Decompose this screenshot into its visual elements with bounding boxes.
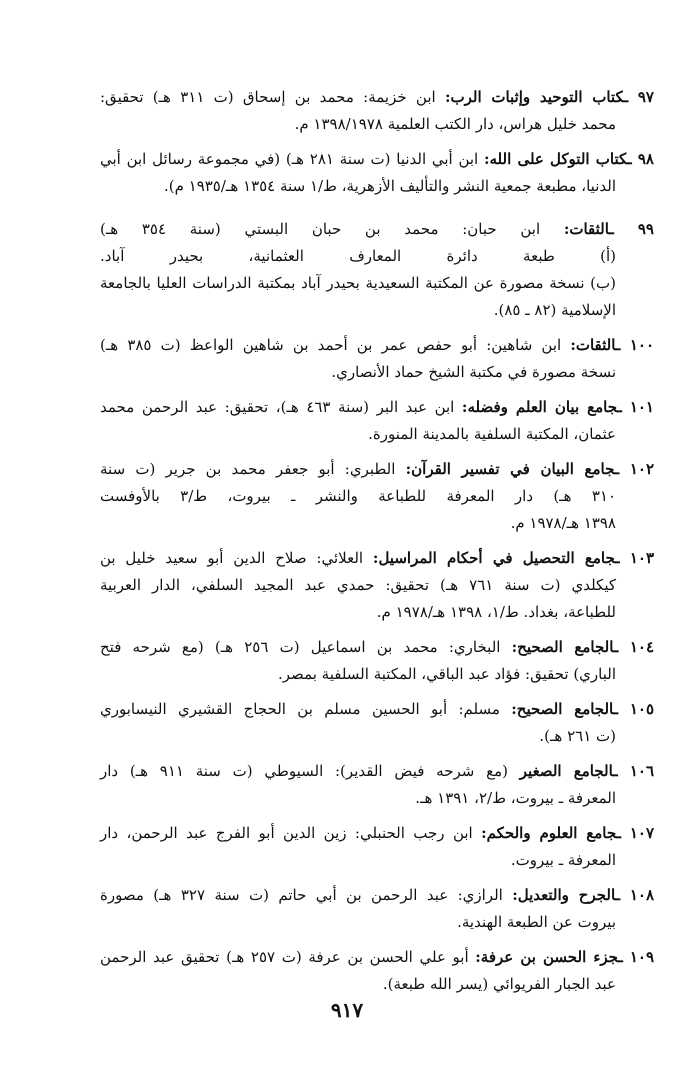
entry-continuation-line (100, 785, 654, 812)
entry-continuation-line (100, 572, 654, 599)
entry-text: بيروت عن الطبعة الهندية. (457, 913, 616, 931)
entry-text: ابن عبد البر (سنة ٤٦٣ هـ)، تحقيق: عبد الرحمن محمد (100, 398, 462, 416)
entry-first-line (100, 84, 654, 111)
entry-text: ٣١٠ هـ) دار المعرفة للطباعة والنشر ـ بيروت، ط/٣ بالأوفست (100, 487, 616, 505)
entry-text: البخاري: محمد بن اسماعيل (ت ٢٥٦ هـ) (مع شرحه فتح (100, 638, 512, 656)
book-title: جامع التحصيل في أحكام المراسيل: (372, 549, 616, 567)
entry-continuation-line (100, 297, 654, 324)
entry-first-line (100, 216, 654, 243)
entry-text: ١٣٩٨ هـ/١٩٧٨ م. (510, 514, 616, 532)
entry-number: ١٠٨ ـ (615, 886, 654, 904)
book-title: الجامع الصحيح: (511, 700, 614, 718)
bibliography-entry (100, 394, 654, 448)
entry-continuation-line (100, 111, 654, 138)
entry-text: ابن رجب الحنبلي: زين الدين أبو الفرج عبد الرحمن، دار (100, 824, 482, 842)
entry-continuation-line (100, 270, 654, 297)
book-title: جامع العلوم والحكم: (481, 824, 617, 842)
entry-number: ١٠٥ ـ (613, 700, 654, 718)
page-number: ٩١٧ (330, 998, 364, 1022)
entry-continuation-line (100, 243, 654, 270)
bibliography-entry (100, 216, 654, 324)
bibliography-entry (100, 820, 654, 874)
entry-text: الدنيا، مطبعة جمعية النشر والتأليف الأزهرية، ط/١ سنة ١٣٥٤ هـ/١٩٣٥ م). (163, 177, 616, 195)
entry-continuation-line (100, 510, 654, 537)
entry-first-line (100, 696, 654, 723)
entry-text: الرازي: عبد الرحمن بن أبي حاتم (ت سنة ٣٢٧ هـ) مصورة (100, 886, 513, 904)
entry-first-line (100, 634, 654, 661)
book-title: جامع بيان العلم وفضله: (461, 398, 618, 416)
entry-number: ١٠٠ ـ (615, 336, 654, 354)
entry-first-line (100, 146, 654, 173)
entry-number: ١٠٩ ـ (618, 948, 654, 966)
entry-text: العلائي: صلاح الدين أبو سعيد خليل بن (100, 549, 373, 567)
entry-text: محمد خليل هراس، دار الكتب العلمية ١٣٩٨/١٩٧٨ م. (294, 115, 616, 133)
book-title: الجرح والتعديل: (512, 886, 616, 904)
bibliography-entry (100, 332, 654, 386)
bibliography-entry (100, 146, 654, 200)
entry-text: مسلم: أبو الحسين مسلم بن الحجاج القشيري النيسابوري (100, 700, 512, 718)
entry-continuation-line (100, 971, 654, 998)
book-title: جزء الحسن بن عرفة: (475, 948, 619, 966)
entry-text: المعرفة ـ بيروت، ط/٢، ١٣٩١ هـ. (415, 789, 616, 807)
bibliography-entry (100, 944, 654, 998)
entry-first-line (100, 545, 654, 572)
entry-text: الطبري: أبو جعفر محمد بن جرير (ت سنة (100, 460, 406, 478)
entry-text: ابن حبان: محمد بن حبان البستي (سنة ٣٥٤ هـ) (100, 220, 564, 238)
entry-text: (مع شرحه فيض القدير): السيوطي (ت سنة ٩١١ هـ) دار (100, 762, 520, 780)
entry-first-line (100, 758, 654, 785)
entry-text: المعرفة ـ بيروت. (510, 851, 616, 869)
entry-first-line (100, 944, 654, 971)
entry-number: ١٠٢ ـ (614, 460, 654, 478)
book-title: كتاب التوحيد وإثبات الرب: (444, 88, 624, 106)
entry-continuation-line (100, 359, 654, 386)
entry-continuation-line (100, 483, 654, 510)
entry-first-line (100, 332, 654, 359)
entry-text: (ت ٢٦١ هـ). (539, 727, 616, 745)
entry-continuation-line (100, 173, 654, 200)
bibliography-entry (100, 545, 654, 626)
entry-first-line (100, 394, 654, 421)
book-title: الجامع الصحيح: (511, 638, 614, 656)
entry-text: الباري) تحقيق: فؤاد عبد الباقي، المكتبة السلفية بمصر. (278, 665, 616, 683)
entry-number: ١٠١ ـ (617, 398, 654, 416)
bibliography-entry (100, 696, 654, 750)
entry-text: (ب) نسخة مصورة عن المكتبة السعيدية بحيدر آباد بمكتبة الدراسات العليا بالجامعة (100, 274, 616, 292)
book-title: الثقات: (570, 336, 616, 354)
entry-continuation-line (100, 421, 654, 448)
entry-text: (أ) طبعة دائرة المعارف العثمانية، بحيدر آباد. (100, 247, 616, 265)
bibliography-entry (100, 758, 654, 812)
bibliography-list (100, 84, 654, 998)
bibliography-entry (100, 84, 654, 138)
entry-text: للطباعة، بغداد. ط/١، ١٣٩٨ هـ/١٩٧٨ م. (376, 603, 616, 621)
entry-text: ابن خزيمة: محمد بن إسحاق (ت ٣١١ هـ) تحقيق: (100, 88, 445, 106)
entry-number: ٩٩ ـ (609, 220, 654, 238)
entry-continuation-line (100, 847, 654, 874)
book-title: جامع البيان في تفسير القرآن: (405, 460, 615, 478)
book-title: الجامع الصغير (519, 762, 614, 780)
entry-number: ٩٨ ـ (627, 150, 654, 168)
bibliography-entry (100, 634, 654, 688)
entry-text: عبد الجبار الفريوائي (يسر الله طبعة). (382, 975, 616, 993)
entry-number: ١٠٤ ـ (613, 638, 655, 656)
entry-first-line (100, 882, 654, 909)
entry-continuation-line (100, 909, 654, 936)
bibliography-entry (100, 882, 654, 936)
bibliography-entry (100, 456, 654, 537)
entry-continuation-line (100, 599, 654, 626)
entry-continuation-line (100, 661, 654, 688)
entry-text: الإسلامية (٨٢ ـ ٨٥). (493, 301, 616, 319)
entry-first-line (100, 456, 654, 483)
entry-number: ٩٧ ـ (623, 88, 654, 106)
entry-text: نسخة مصورة في مكتبة الشيخ حماد الأنصاري. (331, 363, 616, 381)
entry-text: عثمان، المكتبة السلفية بالمدينة المنورة. (368, 425, 616, 443)
book-title: كتاب التوكل على الله: (483, 150, 628, 168)
entry-number: ١٠٦ ـ (613, 762, 654, 780)
entry-text: كيكلدي (ت سنة ٧٦١ هـ) تحقيق: حمدي عبد المجيد السلفي، الدار العربية (100, 576, 616, 594)
entry-continuation-line (100, 723, 654, 750)
entry-text: أبو علي الحسن بن عرفة (ت ٢٥٧ هـ) تحقيق عبد الرحمن (100, 948, 476, 966)
entry-text: ابن شاهين: أبو حفص عمر بن أحمد بن شاهين الواعظ (ت ٣٨٥ هـ) (100, 336, 571, 354)
book-title: الثقات: (563, 220, 610, 238)
entry-number: ١٠٧ ـ (616, 824, 654, 842)
entry-number: ١٠٣ ـ (615, 549, 654, 567)
entry-text: ابن أبي الدنيا (ت سنة ٢٨١ هـ) (في مجموعة رسائل ابن أبي (100, 150, 484, 168)
entry-first-line (100, 820, 654, 847)
